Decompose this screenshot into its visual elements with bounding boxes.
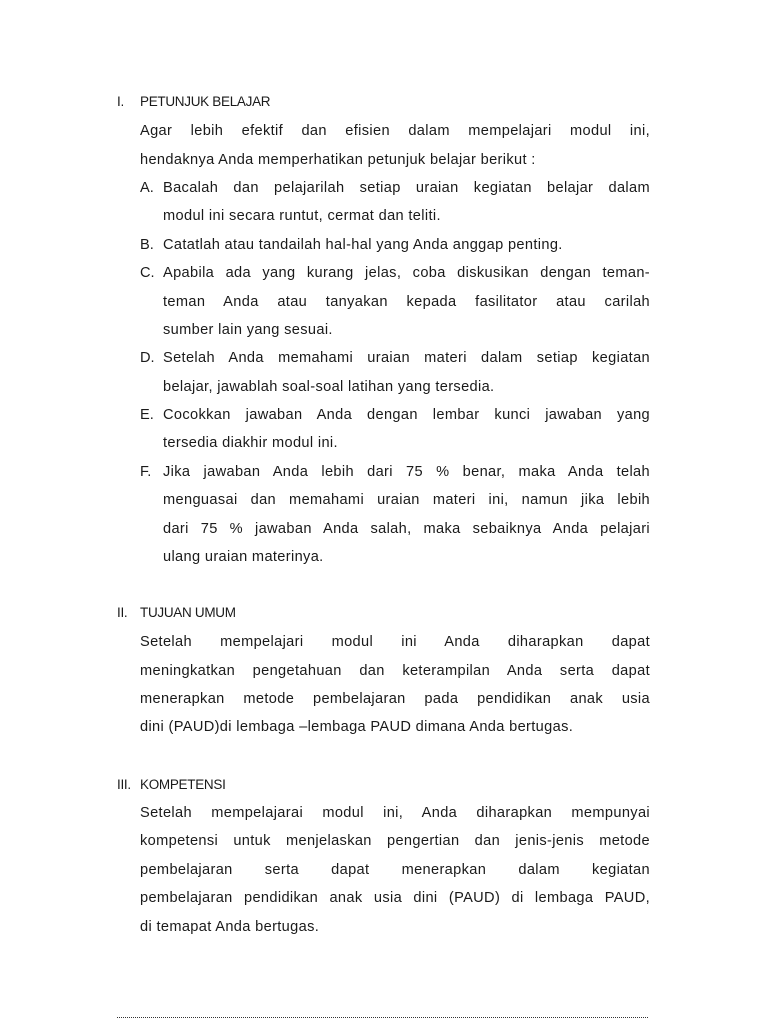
list-marker: D. <box>140 350 155 366</box>
list-item-line: tersedia diakhir modul ini. <box>163 435 338 451</box>
body-line: kompetensi untuk menjelaskan pengertian dan jenis-jenis metode <box>140 833 650 849</box>
body-line: menerapkan metode pembelajaran pada pendidikan anak usia <box>140 691 650 707</box>
section-heading-petunjuk-belajar <box>117 92 270 112</box>
section-title: KOMPETENSI <box>140 777 226 792</box>
list-item-line: teman Anda atau tanyakan kepada fasilitator atau carilah <box>163 294 650 310</box>
list-item-line: belajar, jawablah soal-soal latihan yang tersedia. <box>163 379 495 395</box>
list-marker: A. <box>140 180 154 196</box>
body-line: hendaknya Anda memperhatikan petunjuk belajar berikut : <box>140 152 536 168</box>
section-number: I. <box>117 94 124 109</box>
list-marker: E. <box>140 407 154 423</box>
list-item-line: Bacalah dan pelajarilah setiap uraian kegiatan belajar dalam <box>163 180 650 196</box>
footer-dotted-rule <box>117 1017 648 1018</box>
list-item-line: dari 75 % jawaban Anda salah, maka sebaiknya Anda pelajari <box>163 521 650 537</box>
list-marker: C. <box>140 265 155 281</box>
body-line: dini (PAUD)di lembaga –lembaga PAUD dimana Anda bertugas. <box>140 719 574 735</box>
list-marker: B. <box>140 237 154 253</box>
body-line: Setelah mempelajari modul ini Anda diharapkan dapat <box>140 634 650 650</box>
section-number: II. <box>117 605 128 620</box>
body-line: pembelajaran pendidikan anak usia dini (PAUD) di lembaga PAUD, <box>140 890 650 906</box>
list-item-line: modul ini secara runtut, cermat dan teliti. <box>163 208 441 224</box>
body-line: Agar lebih efektif dan efisien dalam mempelajari modul ini, <box>140 123 650 139</box>
list-item-line: ulang uraian materinya. <box>163 549 324 565</box>
section-title: PETUNJUK BELAJAR <box>140 94 271 109</box>
list-item-line: menguasai dan memahami uraian materi ini, namun jika lebih <box>163 492 650 508</box>
list-marker: F. <box>140 464 152 480</box>
list-item-line: Cocokkan jawaban Anda dengan lembar kunci jawaban yang <box>163 407 650 423</box>
section-number: III. <box>117 777 131 792</box>
body-line: meningkatkan pengetahuan dan keterampilan Anda serta dapat <box>140 663 650 679</box>
section-heading-tujuan-umum <box>117 603 236 623</box>
body-line: di temapat Anda bertugas. <box>140 919 320 935</box>
body-line: pembelajaran serta dapat menerapkan dalam kegiatan <box>140 862 650 878</box>
list-item-line: Catatlah atau tandailah hal-hal yang Anda anggap penting. <box>163 237 563 253</box>
list-item-line: Jika jawaban Anda lebih dari 75 % benar, maka Anda telah <box>163 464 650 480</box>
list-item-line: sumber lain yang sesuai. <box>163 322 333 338</box>
body-line: Setelah mempelajarai modul ini, Anda diharapkan mempunyai <box>140 805 650 821</box>
section-title: TUJUAN UMUM <box>140 605 236 620</box>
list-item-line: Apabila ada yang kurang jelas, coba diskusikan dengan teman- <box>163 265 650 281</box>
list-item-line: Setelah Anda memahami uraian materi dalam setiap kegiatan <box>163 350 650 366</box>
section-heading-kompetensi <box>117 775 226 795</box>
